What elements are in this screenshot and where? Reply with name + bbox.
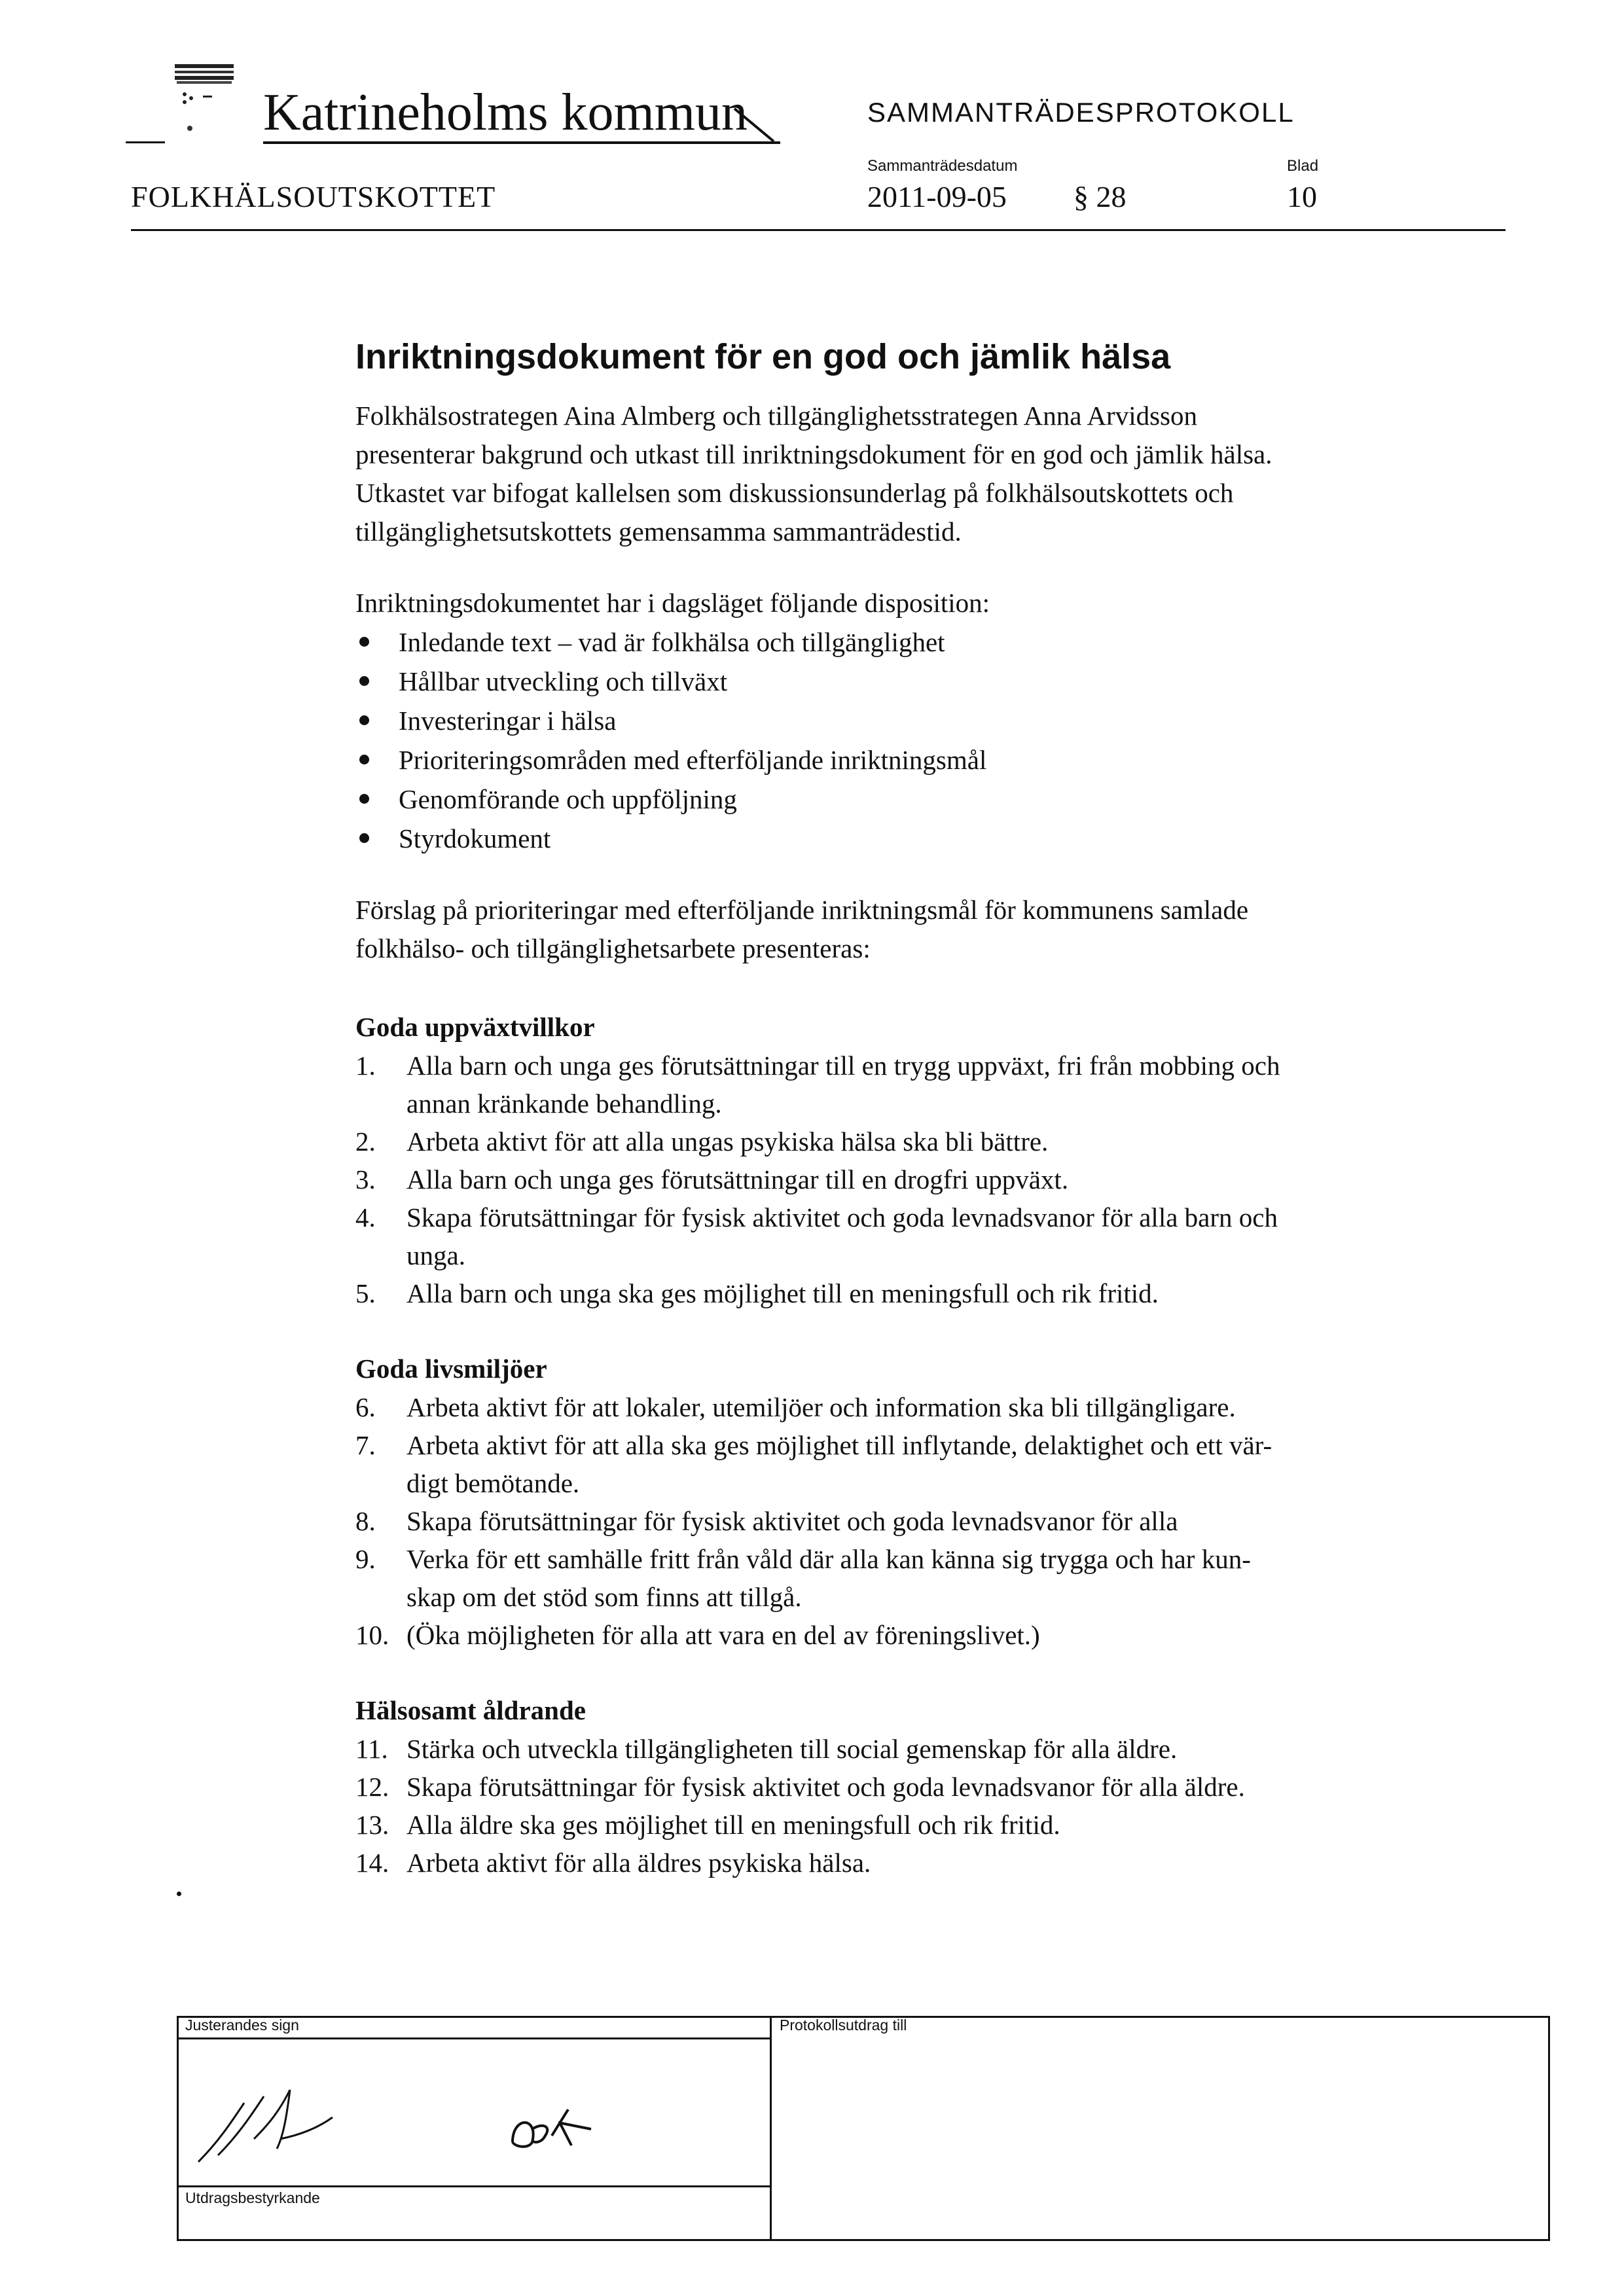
bullet-icon <box>359 676 369 686</box>
section-heading: Goda uppväxtvillkor <box>355 1012 595 1042</box>
section-heading: Hälsosamt åldrande <box>355 1695 586 1725</box>
meeting-date-label: Sammanträdesdatum <box>867 157 1018 175</box>
goal-number: 13. <box>355 1810 389 1840</box>
goal-number: 9. <box>355 1544 376 1574</box>
list-item-text: Hållbar utveckling och tillväxt <box>399 666 728 696</box>
goal-text: Alla barn och unga ges förutsättningar till en drogfri uppväxt. <box>406 1164 1069 1194</box>
goal-number: 5. <box>355 1278 376 1308</box>
goal-text: Skapa förutsättningar för fysisk aktivitet och goda levnadsvanor för alla barn och <box>406 1202 1278 1232</box>
goal-list <box>355 1388 1494 1654</box>
municipal-coat-of-arms-icon <box>171 63 237 154</box>
disposition-intro: Inriktningsdokumentet har i dagsläget följande disposition: <box>355 588 990 618</box>
municipality-underline <box>263 141 780 144</box>
list-item <box>355 662 1494 701</box>
list-item <box>355 780 1494 819</box>
signature-column-divider <box>770 2018 772 2239</box>
goal-list <box>355 1730 1494 1882</box>
committee-name: FOLKHÄLSOUTSKOTTET <box>131 180 496 213</box>
goal-number: 1. <box>355 1050 376 1081</box>
goal-text: Verka för ett samhälle fritt från våld där alla kan känna sig trygga och har kun- <box>406 1544 1251 1574</box>
list-item <box>355 740 1494 780</box>
list-item <box>355 701 1494 740</box>
goal-item <box>355 1274 1494 1312</box>
list-item <box>355 622 1494 662</box>
signature-divider <box>179 2037 770 2039</box>
goal-text: Skapa förutsättningar för fysisk aktivitet och goda levnadsvanor för alla <box>406 1506 1178 1536</box>
header-rule <box>131 229 1506 231</box>
goal-item <box>355 1540 1494 1616</box>
goal-item <box>355 1160 1494 1198</box>
proposal-line: Förslag på prioriteringar med efterföljande inriktningsmål för kommunens samlade <box>355 895 1249 925</box>
goal-number: 14. <box>355 1848 389 1878</box>
list-item-text: Prioriteringsområden med efterföljande inriktningsmål <box>399 745 987 775</box>
goal-number: 6. <box>355 1392 376 1422</box>
handwritten-initials-icon <box>506 2096 598 2155</box>
goal-item <box>355 1198 1494 1274</box>
goal-text: Alla äldre ska ges möjlighet till en meningsfull och rik fritid. <box>406 1810 1060 1840</box>
goal-text: Alla barn och unga ska ges möjlighet till en meningsfull och rik fritid. <box>406 1278 1159 1308</box>
goal-text: Skapa förutsättningar för fysisk aktivitet och goda levnadsvanor för alla äldre. <box>406 1772 1245 1802</box>
goal-number: 10. <box>355 1620 389 1650</box>
goal-item <box>355 1426 1494 1502</box>
goal-number: 2. <box>355 1126 376 1157</box>
signature-divider <box>179 2185 770 2187</box>
stray-dot <box>177 1892 181 1896</box>
goal-item <box>355 1768 1494 1806</box>
proposal-line: folkhälso- och tillgänglighetsarbete presenteras: <box>355 933 871 963</box>
goal-number: 3. <box>355 1164 376 1194</box>
municipality-name: Katrineholms kommun <box>263 84 748 141</box>
goal-text: Stärka och utveckla tillgängligheten till social gemenskap för alla äldre. <box>406 1734 1178 1764</box>
utdragsbestyrkande-label: Utdragsbestyrkande <box>185 2189 320 2206</box>
list-item-text: Genomförande och uppföljning <box>399 784 737 814</box>
goal-text: annan kränkande behandling. <box>406 1088 722 1119</box>
intro-line: presenterar bakgrund och utkast till inriktningsdokument för en god och jämlik hälsa. <box>355 439 1272 469</box>
logo-dash <box>126 141 165 143</box>
justerandes-sign-label: Justerandes sign <box>185 2017 299 2034</box>
intro-line: Folkhälsostrategen Aina Almberg och tillgänglighetsstrategen Anna Arvidsson <box>355 401 1198 431</box>
goal-item <box>355 1122 1494 1160</box>
goal-item <box>355 1844 1494 1882</box>
page-label: Blad <box>1287 157 1319 175</box>
goal-item <box>355 1047 1494 1122</box>
goal-text: (Öka möjligheten för alla att vara en del av föreningslivet.) <box>406 1620 1040 1650</box>
goal-text: Arbeta aktivt för att alla ska ges möjlighet till inflytande, delaktighet och ett vär- <box>406 1430 1272 1460</box>
bullet-icon <box>359 833 369 843</box>
meeting-date: 2011-09-05 <box>867 180 1007 213</box>
goal-text: skap om det stöd som finns att tillgå. <box>406 1582 802 1612</box>
bullet-icon <box>359 794 369 804</box>
bullet-icon <box>359 637 369 647</box>
goal-number: 11. <box>355 1734 388 1764</box>
list-item <box>355 819 1494 858</box>
signature-box <box>177 2016 1550 2241</box>
goal-number: 7. <box>355 1430 376 1460</box>
goal-text: digt bemötande. <box>406 1468 580 1498</box>
goal-item <box>355 1616 1494 1654</box>
bullet-icon <box>359 755 369 764</box>
paragraph-number: § 28 <box>1074 180 1127 213</box>
goal-item <box>355 1730 1494 1768</box>
goal-list <box>355 1047 1494 1312</box>
list-item-text: Styrdokument <box>399 823 551 853</box>
page-number: 10 <box>1287 180 1317 213</box>
goal-number: 12. <box>355 1772 389 1802</box>
bullet-icon <box>359 715 369 725</box>
list-item-text: Investeringar i hälsa <box>399 706 617 736</box>
municipality-slash-mark <box>728 105 780 144</box>
goal-text: Arbeta aktivt för att alla ungas psykiska hälsa ska bli bättre. <box>406 1126 1049 1157</box>
goal-text: Alla barn och unga ges förutsättningar till en trygg uppväxt, fri från mobbing och <box>406 1050 1280 1081</box>
page-title: Inriktningsdokument för en god och jämlik hälsa <box>355 337 1171 376</box>
goal-text: Arbeta aktivt för att lokaler, utemiljöer och information ska bli tillgängligare. <box>406 1392 1236 1422</box>
goal-number: 8. <box>355 1506 376 1536</box>
intro-line: Utkastet var bifogat kallelsen som diskussionsunderlag på folkhälsoutskottets och <box>355 478 1234 508</box>
section-heading: Goda livsmiljöer <box>355 1354 547 1384</box>
document-type: SAMMANTRÄDESPROTOKOLL <box>867 97 1295 128</box>
goal-item <box>355 1806 1494 1844</box>
intro-line: tillgänglighetsutskottets gemensamma sammanträdestid. <box>355 516 962 547</box>
goal-item <box>355 1388 1494 1426</box>
protokollsutdrag-label: Protokollsutdrag till <box>780 2017 907 2034</box>
goal-number: 4. <box>355 1202 376 1232</box>
document-body <box>355 334 1494 1882</box>
goal-text: Arbeta aktivt för alla äldres psykiska hälsa. <box>406 1848 871 1878</box>
intro-paragraph <box>355 397 1494 551</box>
list-item-text: Inledande text – vad är folkhälsa och tillgänglighet <box>399 627 945 657</box>
disposition-list <box>355 622 1494 858</box>
handwritten-signature-icon <box>192 2077 362 2168</box>
goal-text: unga. <box>406 1240 465 1270</box>
goal-item <box>355 1502 1494 1540</box>
